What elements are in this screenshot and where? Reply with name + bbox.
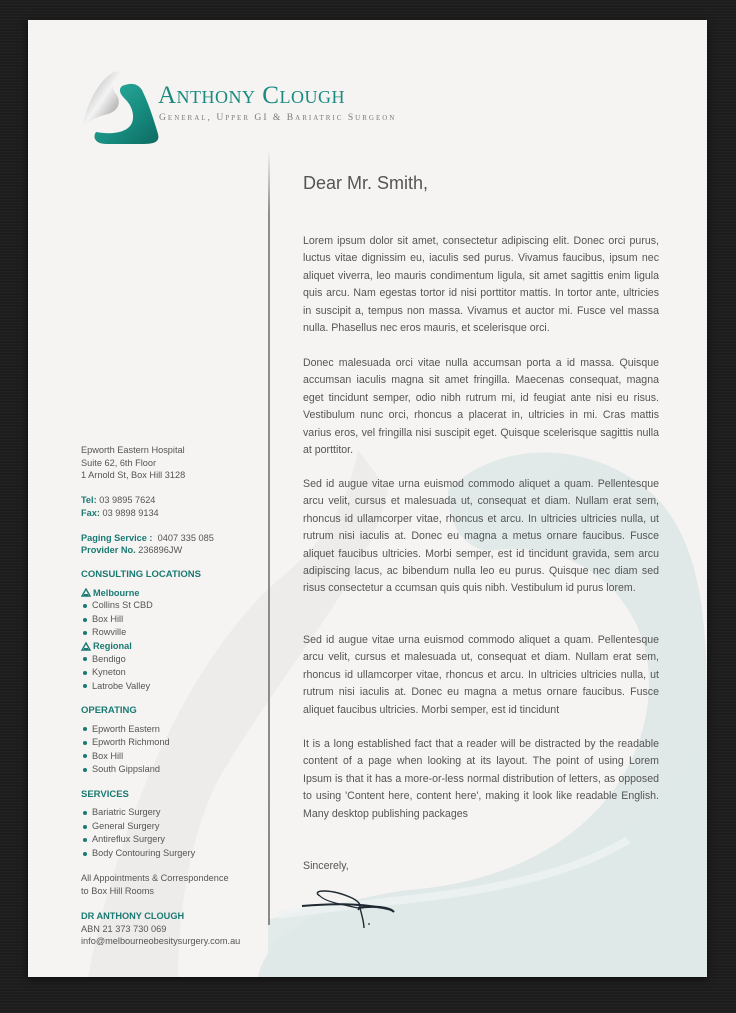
letterhead-page bbox=[28, 20, 707, 977]
tel-label: Tel: bbox=[81, 495, 97, 506]
list-item: General Surgery bbox=[81, 820, 271, 834]
tel-value: 03 9895 7624 bbox=[99, 495, 156, 506]
list-item: Collins St CBD bbox=[81, 599, 271, 613]
bullet-icon bbox=[83, 604, 87, 608]
doctor-specialty-subtitle: General, Upper GI & Bariatric Surgeon bbox=[159, 112, 397, 123]
list-item: South Gippsland bbox=[81, 763, 271, 777]
location-group-melbourne: Melbourne bbox=[81, 587, 271, 600]
regional-locations-list bbox=[81, 653, 271, 694]
closing: Sincerely, bbox=[303, 860, 349, 872]
signature-graphic bbox=[300, 888, 396, 932]
list-item: Box Hill bbox=[81, 613, 271, 627]
list-item: Bariatric Surgery bbox=[81, 806, 271, 820]
triangle-logo-icon bbox=[81, 588, 91, 597]
phone-block bbox=[81, 494, 271, 519]
services-heading: SERVICES bbox=[81, 788, 129, 800]
operating-heading: OPERATING bbox=[81, 705, 137, 717]
bullet-icon bbox=[83, 631, 87, 635]
list-item: Body Contouring Surgery bbox=[81, 847, 271, 861]
bullet-icon bbox=[83, 618, 87, 622]
paging-value: 0407 335 085 bbox=[157, 532, 214, 543]
letter-paragraph: Sed id augue vitae urna euismod commodo aliquet a quam. Pellentesque arcu velit, cursus et malesuada ut, consequat et diam. Nullam erat sem, rhoncus id ullamcorper vitae, rhoncus et arcu. In ultricies ultricies nulla, ut rutrum nisi iaculis at. Donec eu magna a metus ornare faucibus. Fusce aliquet faucibus ultricies. Morbi semper, est id tincidunt bbox=[303, 634, 659, 716]
consulting-locations-section bbox=[81, 569, 271, 693]
list-item: Bendigo bbox=[81, 653, 271, 667]
list-item: Kyneton bbox=[81, 666, 271, 680]
bullet-icon bbox=[83, 671, 87, 675]
bullet-icon bbox=[83, 768, 87, 772]
services-section bbox=[81, 789, 271, 861]
letterhead-logo bbox=[78, 68, 438, 148]
letter-paragraph: Sed id augue vitae urna euismod commodo aliquet a quam. Pellentesque arcu velit, cursus et malesuada ut, consequat et diam. Nullam erat sem, rhoncus id ullamcorper vitae, rhoncus et arcu. In ultricies ultricies nulla, ut rutrum nisi iaculis at. Donec eu magna a metus ornare faucibus. Fusce aliquet faucibus ultricies. Morbi semper, est id tincidunt gravida, sem arcu adipiscing lacus, ac bibendum nulla leo eu purus. Quisque nec diam sed risus consectetur a ccumsan quis quis nibh. Vestibulum id purus lorem. bbox=[303, 478, 659, 595]
list-item: Rowville bbox=[81, 626, 271, 640]
abn-number: ABN 21 373 730 069 bbox=[81, 923, 167, 934]
salutation: Dear Mr. Smith, bbox=[303, 173, 429, 193]
list-item: Antireflux Surgery bbox=[81, 833, 271, 847]
provider-label: Provider No. bbox=[81, 545, 136, 556]
operating-list bbox=[81, 723, 271, 777]
bullet-icon bbox=[83, 684, 87, 688]
address-block bbox=[81, 444, 271, 482]
fax-label: Fax: bbox=[81, 507, 100, 518]
bullet-icon bbox=[83, 825, 87, 829]
doctor-name-title: Anthony Clough bbox=[158, 82, 345, 109]
bullet-icon bbox=[83, 741, 87, 745]
bullet-icon bbox=[83, 838, 87, 842]
logo-icon bbox=[78, 68, 160, 148]
email-link[interactable]: info@melbourneobesitysurgery.com.au bbox=[81, 936, 241, 947]
list-item: Latrobe Valley bbox=[81, 680, 271, 694]
appointments-note: All Appointments & Correspondence to Box Hill Rooms bbox=[81, 873, 229, 897]
letter-paragraph: Lorem ipsum dolor sit amet, consectetur adipiscing elit. Donec orci purus, luctus vitae dignissim eu, iaculis sed purus. Vivamus faucibus, ipsum nec aliquet viverra, leo mauris condimentum ligula, sit amet sagittis enim ligula quis arcu. Nam egestas tortor id nisi porttitor mattis. In tortor ante, ultricies in suscipit a, tempus non massa. Vivamus et auctor mi. Fusce vel massa nulla. Phasellus nec eros mauris, et scelerisque orci. bbox=[303, 235, 659, 335]
address-line: 1 Arnold St, Box Hill 3128 bbox=[81, 470, 186, 481]
bullet-icon bbox=[83, 727, 87, 731]
location-group-regional: Regional bbox=[81, 640, 271, 653]
contact-sidebar bbox=[81, 444, 271, 948]
list-item: Box Hill bbox=[81, 750, 271, 764]
bullet-icon bbox=[83, 852, 87, 856]
doctor-details bbox=[81, 910, 271, 948]
services-list bbox=[81, 806, 271, 860]
paging-label: Paging Service : bbox=[81, 532, 153, 543]
bullet-icon bbox=[83, 811, 87, 815]
operating-section bbox=[81, 705, 271, 777]
letter-paragraph: Donec malesuada orci vitae nulla accumsan porta a id massa. Quisque accumsan iaculis magna sit amet fringilla. Maecenas consequat, magna eget tincidunt semper, odio nibh rutrum mi, id feugiat ante nisi eu risus. Vestibulum nunc orci, rhoncus a placerat in, ultricies in mi. Cras mattis varius eros, vel fringilla nisi suscipit eget. Quisque scelerisque sagittis nulla at porttitor. bbox=[303, 357, 659, 457]
consulting-locations-heading: CONSULTING LOCATIONS bbox=[81, 568, 201, 580]
list-item: Epworth Richmond bbox=[81, 736, 271, 750]
bullet-icon bbox=[83, 657, 87, 661]
bullet-icon bbox=[83, 754, 87, 758]
address-line: Epworth Eastern Hospital bbox=[81, 445, 185, 455]
address-line: Suite 62, 6th Floor bbox=[81, 457, 157, 468]
fax-value: 03 9898 9134 bbox=[102, 507, 159, 518]
melbourne-locations-list bbox=[81, 599, 271, 640]
letter-paragraph: It is a long established fact that a reader will be distracted by the readable content of a page when looking at its layout. The point of using Lorem Ipsum is that it has a more-or-less normal distribution of letters, as opposed to using 'Content here, content here', making it look like readable English. Many desktop publishing packages bbox=[303, 738, 659, 820]
paging-block bbox=[81, 532, 271, 557]
triangle-logo-icon bbox=[81, 642, 91, 651]
list-item: Epworth Eastern bbox=[81, 723, 271, 737]
doctor-name: DR ANTHONY CLOUGH bbox=[81, 910, 185, 921]
provider-value: 236896JW bbox=[138, 545, 183, 556]
